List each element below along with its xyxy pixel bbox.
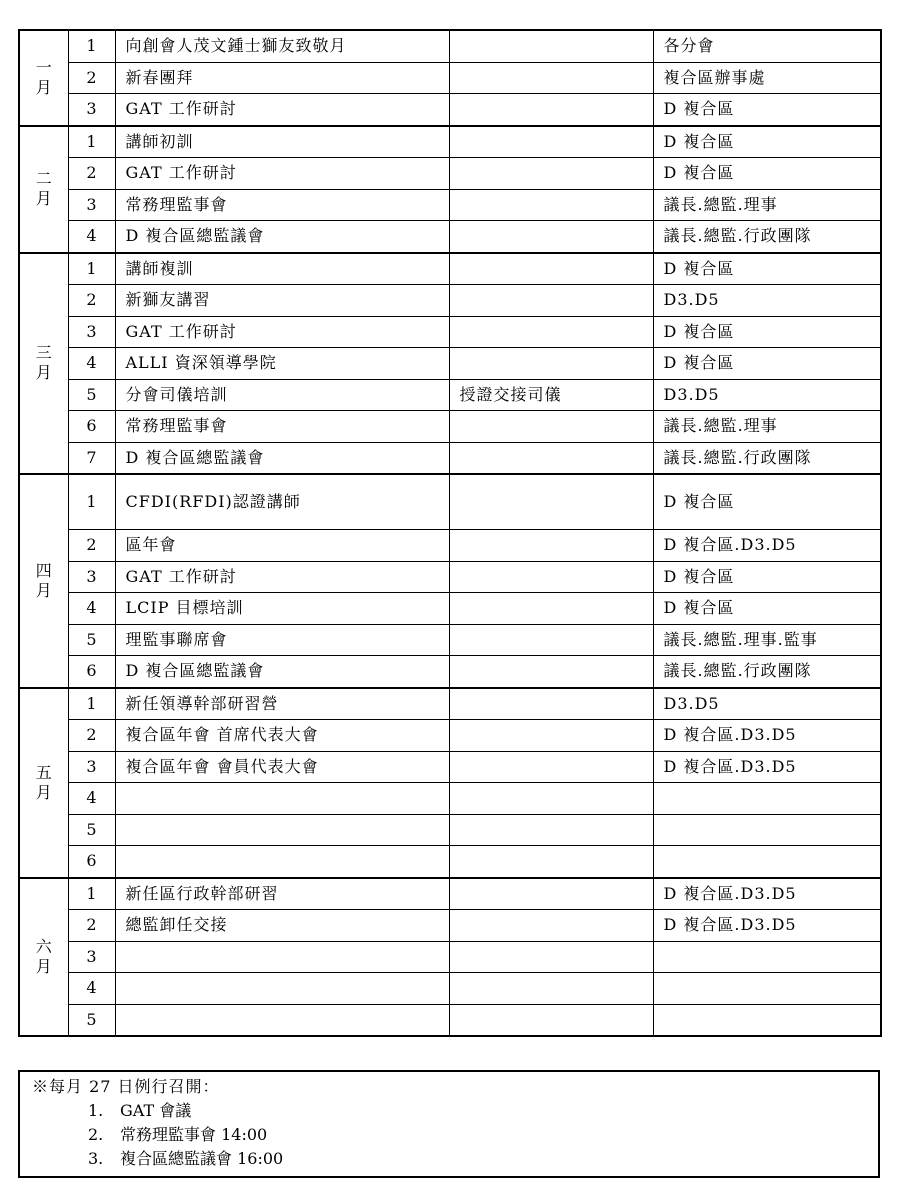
event-cell: D 複合區總監議會 [115, 656, 449, 688]
table-row [19, 1004, 881, 1036]
remark-cell [449, 720, 653, 752]
item-number-cell: 5 [68, 624, 115, 656]
table-row [19, 878, 881, 910]
participants-cell: D 複合區.D3.D5 [653, 910, 881, 942]
remark-cell [449, 126, 653, 158]
event-cell: 向創會人茂文鍾士獅友致敬月 [115, 30, 449, 62]
table-row [19, 751, 881, 783]
table-row [19, 379, 881, 411]
remark-cell [449, 442, 653, 474]
notes-item-index: 2. [88, 1125, 104, 1144]
table-row [19, 285, 881, 317]
notes-item-text: 常務理監事會 14:00 [120, 1125, 268, 1144]
event-cell: ALLI 資深領導學院 [115, 348, 449, 380]
item-number-cell: 5 [68, 1004, 115, 1036]
participants-cell [653, 814, 881, 846]
table-row [19, 656, 881, 688]
item-number-cell: 3 [68, 751, 115, 783]
item-number-cell: 6 [68, 846, 115, 878]
table-row [19, 316, 881, 348]
item-number-cell: 1 [68, 253, 115, 285]
participants-cell: 議長.總監.理事 [653, 411, 881, 443]
participants-cell: D 複合區 [653, 253, 881, 285]
participants-cell: D 複合區.D3.D5 [653, 751, 881, 783]
item-number-cell: 4 [68, 973, 115, 1005]
table-row [19, 814, 881, 846]
participants-cell: D 複合區 [653, 474, 881, 530]
event-cell: 常務理監事會 [115, 189, 449, 221]
remark-cell [449, 530, 653, 562]
remark-cell [449, 474, 653, 530]
event-cell: 常務理監事會 [115, 411, 449, 443]
remark-cell [449, 593, 653, 625]
table-row [19, 593, 881, 625]
notes-item [32, 1099, 866, 1123]
month-cell [19, 253, 68, 475]
table-row [19, 411, 881, 443]
month-cell [19, 126, 68, 253]
event-cell: 複合區年會 首席代表大會 [115, 720, 449, 752]
participants-cell: D 複合區 [653, 593, 881, 625]
item-number-cell: 6 [68, 411, 115, 443]
event-cell: GAT 工作研討 [115, 316, 449, 348]
event-cell [115, 941, 449, 973]
event-cell: GAT 工作研討 [115, 158, 449, 190]
table-row [19, 442, 881, 474]
notes-box [18, 1070, 880, 1178]
notes-item [32, 1147, 866, 1171]
participants-cell [653, 973, 881, 1005]
item-number-cell: 2 [68, 285, 115, 317]
item-number-cell: 2 [68, 158, 115, 190]
remark-cell [449, 751, 653, 783]
table-row [19, 973, 881, 1005]
remark-cell [449, 783, 653, 815]
remark-cell [449, 285, 653, 317]
notes-title: ※每月 27 日例行召開： [32, 1077, 220, 1096]
participants-cell: D3.D5 [653, 688, 881, 720]
event-cell: 講師初訓 [115, 126, 449, 158]
item-number-cell: 5 [68, 379, 115, 411]
participants-cell: D3.D5 [653, 379, 881, 411]
table-row [19, 221, 881, 253]
item-number-cell: 7 [68, 442, 115, 474]
remark-cell [449, 1004, 653, 1036]
item-number-cell: 6 [68, 656, 115, 688]
item-number-cell: 1 [68, 688, 115, 720]
remark-cell [449, 878, 653, 910]
item-number-cell: 3 [68, 94, 115, 126]
month-group [19, 878, 881, 1037]
event-cell: LCIP 目標培訓 [115, 593, 449, 625]
item-number-cell: 2 [68, 530, 115, 562]
month-group [19, 253, 881, 475]
participants-cell: D 複合區.D3.D5 [653, 720, 881, 752]
table-row [19, 474, 881, 530]
remark-cell [449, 561, 653, 593]
event-cell: 區年會 [115, 530, 449, 562]
remark-cell [449, 910, 653, 942]
notes-item-text: 複合區總監議會 16:00 [120, 1149, 284, 1168]
month-label: 二月 [35, 169, 52, 208]
event-cell [115, 973, 449, 1005]
event-cell: 新任領導幹部研習營 [115, 688, 449, 720]
participants-cell: D 複合區 [653, 126, 881, 158]
remark-cell [449, 411, 653, 443]
participants-cell: 議長.總監.理事 [653, 189, 881, 221]
table-row [19, 94, 881, 126]
remark-cell [449, 316, 653, 348]
remark-cell [449, 30, 653, 62]
remark-cell [449, 253, 653, 285]
table-row [19, 253, 881, 285]
table-row [19, 30, 881, 62]
participants-cell: 議長.總監.行政團隊 [653, 221, 881, 253]
item-number-cell: 4 [68, 221, 115, 253]
notes-list [32, 1099, 866, 1171]
month-label: 一月 [35, 57, 52, 97]
month-label: 六月 [35, 936, 52, 976]
month-cell [19, 878, 68, 1037]
event-cell: 總監卸任交接 [115, 910, 449, 942]
event-cell: GAT 工作研討 [115, 561, 449, 593]
participants-cell: 複合區辦事處 [653, 62, 881, 94]
event-cell: 新春團拜 [115, 62, 449, 94]
month-group [19, 126, 881, 253]
remark-cell [449, 189, 653, 221]
item-number-cell: 4 [68, 593, 115, 625]
event-cell: 講師複訓 [115, 253, 449, 285]
item-number-cell: 1 [68, 30, 115, 62]
month-group [19, 30, 881, 126]
participants-cell: D 複合區.D3.D5 [653, 530, 881, 562]
month-cell [19, 688, 68, 878]
item-number-cell: 1 [68, 878, 115, 910]
item-number-cell: 2 [68, 720, 115, 752]
participants-cell [653, 941, 881, 973]
month-cell [19, 474, 68, 688]
month-cell [19, 30, 68, 126]
item-number-cell: 3 [68, 941, 115, 973]
table-row [19, 783, 881, 815]
participants-cell: 議長.總監.理事.監事 [653, 624, 881, 656]
participants-cell [653, 846, 881, 878]
notes-item-index: 1. [88, 1101, 104, 1120]
notes-item-index: 3. [88, 1149, 104, 1168]
remark-cell [449, 846, 653, 878]
item-number-cell: 1 [68, 474, 115, 530]
participants-cell: 議長.總監.行政團隊 [653, 442, 881, 474]
event-cell [115, 846, 449, 878]
month-group [19, 688, 881, 878]
remark-cell [449, 941, 653, 973]
item-number-cell: 2 [68, 910, 115, 942]
table-row [19, 720, 881, 752]
month-label: 五月 [35, 762, 52, 802]
remark-cell [449, 973, 653, 1005]
table-row [19, 941, 881, 973]
participants-cell: D 複合區 [653, 94, 881, 126]
month-label: 四月 [35, 560, 52, 600]
table-row [19, 846, 881, 878]
remark-cell [449, 221, 653, 253]
event-cell [115, 814, 449, 846]
item-number-cell: 2 [68, 62, 115, 94]
remark-cell [449, 624, 653, 656]
schedule-table [18, 29, 882, 1037]
event-cell [115, 783, 449, 815]
event-cell: D 複合區總監議會 [115, 221, 449, 253]
event-cell: GAT 工作研討 [115, 94, 449, 126]
remark-cell: 授證交接司儀 [449, 379, 653, 411]
remark-cell [449, 158, 653, 190]
event-cell: 複合區年會 會員代表大會 [115, 751, 449, 783]
remark-cell [449, 814, 653, 846]
participants-cell: D3.D5 [653, 285, 881, 317]
item-number-cell: 4 [68, 348, 115, 380]
item-number-cell: 3 [68, 189, 115, 221]
item-number-cell: 1 [68, 126, 115, 158]
remark-cell [449, 688, 653, 720]
participants-cell: D 複合區 [653, 158, 881, 190]
table-row [19, 561, 881, 593]
remark-cell [449, 656, 653, 688]
event-cell: 分會司儀培訓 [115, 379, 449, 411]
event-cell: 新任區行政幹部研習 [115, 878, 449, 910]
event-cell [115, 1004, 449, 1036]
table-row [19, 688, 881, 720]
event-cell: CFDI(RFDI)認證講師 [115, 474, 449, 530]
table-row [19, 158, 881, 190]
table-row [19, 62, 881, 94]
table-row [19, 910, 881, 942]
item-number-cell: 3 [68, 561, 115, 593]
table-row [19, 348, 881, 380]
participants-cell: D 複合區 [653, 348, 881, 380]
participants-cell: D 複合區 [653, 561, 881, 593]
table-row [19, 126, 881, 158]
month-group [19, 474, 881, 688]
participants-cell: 議長.總監.行政團隊 [653, 656, 881, 688]
item-number-cell: 5 [68, 814, 115, 846]
remark-cell [449, 94, 653, 126]
participants-cell [653, 1004, 881, 1036]
participants-cell: D 複合區.D3.D5 [653, 878, 881, 910]
table-row [19, 624, 881, 656]
notes-item-text: GAT 會議 [120, 1101, 192, 1120]
item-number-cell: 3 [68, 316, 115, 348]
remark-cell [449, 62, 653, 94]
notes-item [32, 1123, 866, 1147]
participants-cell: D 複合區 [653, 316, 881, 348]
participants-cell [653, 783, 881, 815]
event-cell: 理監事聯席會 [115, 624, 449, 656]
item-number-cell: 4 [68, 783, 115, 815]
remark-cell [449, 348, 653, 380]
table-row [19, 530, 881, 562]
event-cell: 新獅友講習 [115, 285, 449, 317]
event-cell: D 複合區總監議會 [115, 442, 449, 474]
table-row [19, 189, 881, 221]
month-label: 三月 [35, 343, 52, 383]
participants-cell: 各分會 [653, 30, 881, 62]
